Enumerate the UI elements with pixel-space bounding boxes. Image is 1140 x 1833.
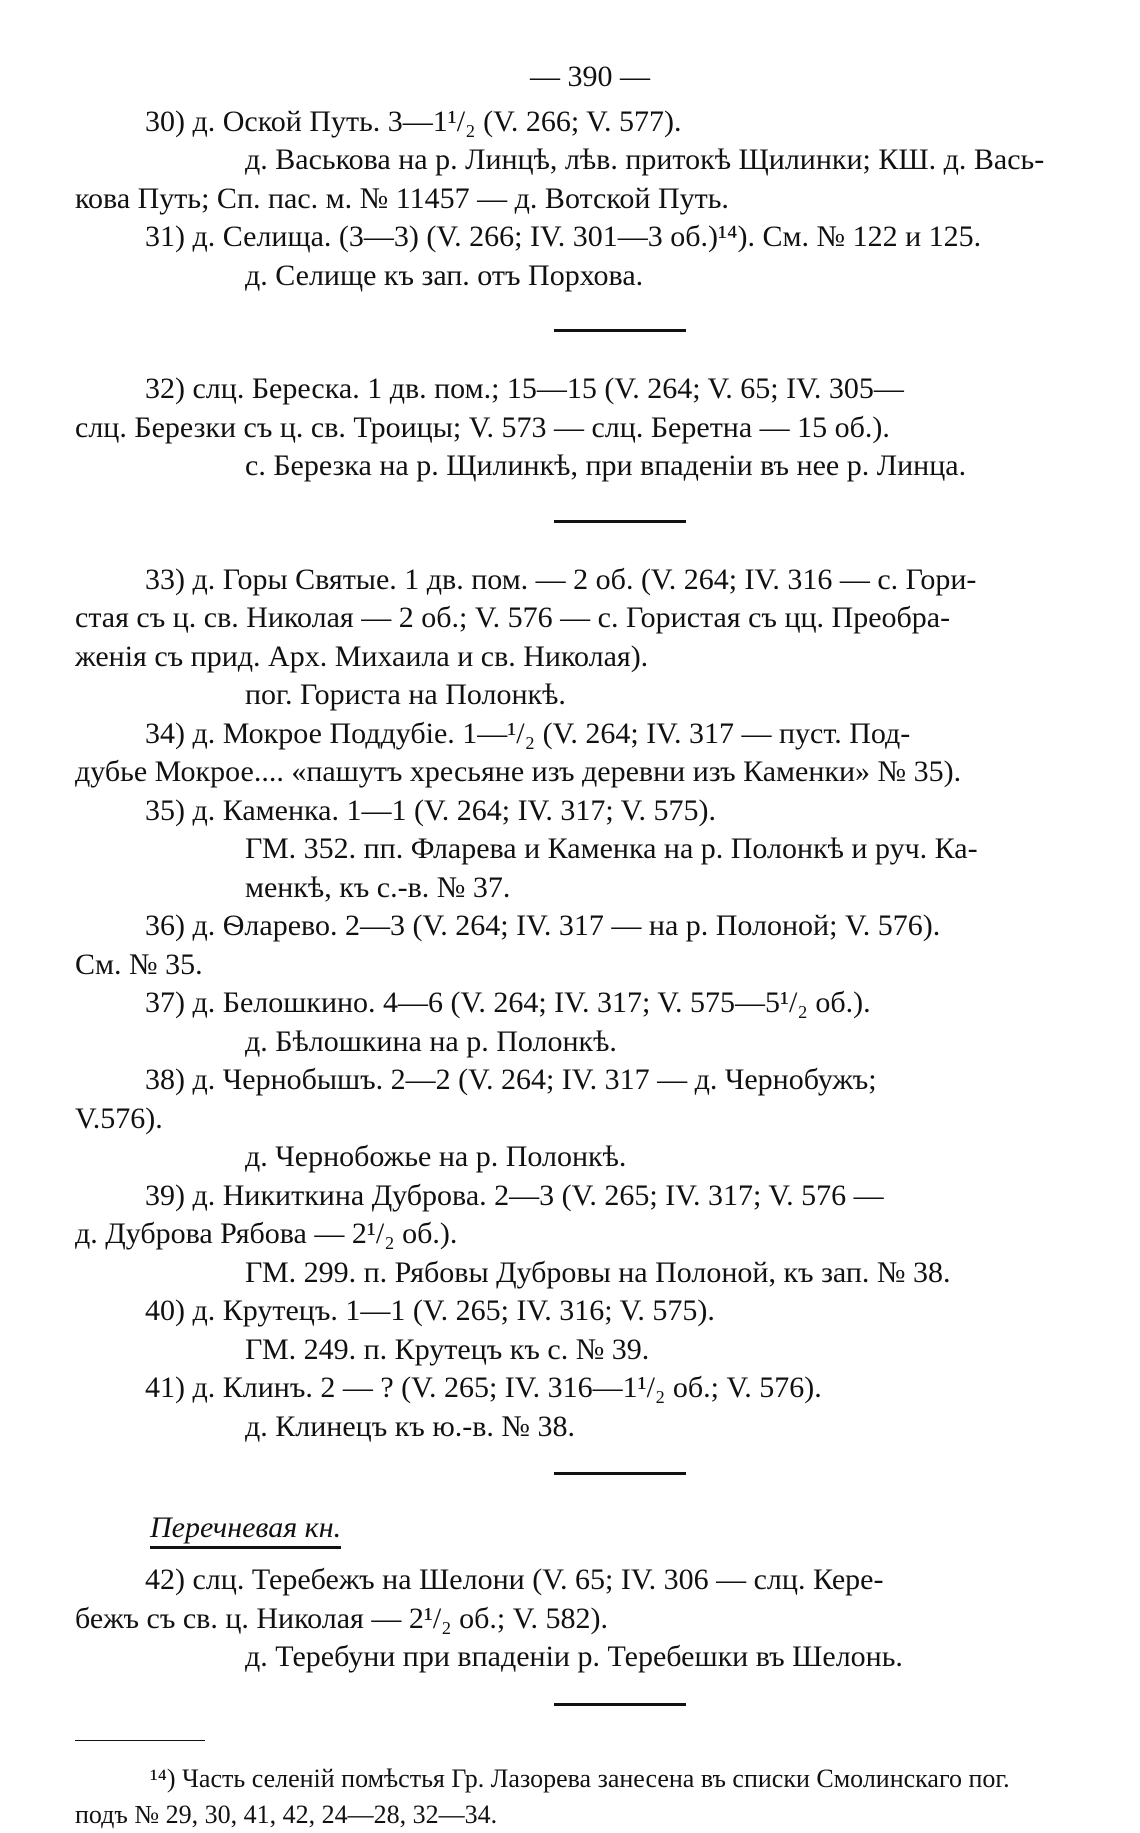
entry-line: 36) д. Ѳларево. 2—3 (V. 264; IV. 317 — на р. Полоной; V. 576). — [145, 909, 941, 942]
entry-line: 38) д. Чернобышъ. 2—2 (V. 264; IV. 317 — д. Чернобужъ; — [145, 1063, 877, 1096]
entry-31 — [75, 218, 1065, 295]
entry-line: 35) д. Каменка. 1—1 (V. 264; IV. 317; V. 575). — [145, 793, 716, 827]
entry-line: ГМ. 299. п. Рябовы Дубровы на Полоной, къ зап. № 38. — [245, 1255, 951, 1289]
entry-line: менкѣ, къ с.-в. № 37. — [245, 870, 511, 904]
entry-line: ГМ. 352. пп. Фларева и Каменка на р. Полонкѣ и руч. Ка- — [245, 832, 978, 865]
entry-line: 30) д. Оской Путь. 3—1¹/₂ (V. 266; V. 577). — [145, 104, 682, 138]
entry-39 — [75, 1177, 1065, 1293]
entry-34 — [75, 715, 1065, 792]
entry-32 — [75, 370, 1065, 486]
entry-line: См. № 35. — [75, 947, 203, 981]
entry-line: 34) д. Мокрое Поддубіе. 1—¹/₂ (V. 264; IV. 317 — пуст. Под- — [145, 716, 911, 750]
entry-line: 32) слц. Береска. 1 дв. пом.; 15—15 (V. 264; V. 65; IV. 305— — [145, 372, 904, 405]
entry-line: д. Васькова на р. Линцѣ, лѣв. притокѣ Щилинки; КШ. д. Вась- — [245, 143, 1045, 176]
entry-42 — [75, 1561, 1065, 1677]
entry-line: бежъ съ св. ц. Николая — 2¹/₂ об.; V. 582). — [75, 1601, 609, 1635]
footnote-line: ¹⁴) Часть селеній помѣстья Гр. Лазорева занесена въ списки Смолинскаго пог. — [150, 1763, 1010, 1793]
entry-36 — [75, 907, 1065, 984]
entry-line: ГМ. 249. п. Крутецъ къ с. № 39. — [245, 1332, 650, 1366]
entry-line: д. Клинецъ къ ю.-в. № 38. — [245, 1409, 576, 1443]
entry-line: 31) д. Селища. (3—3) (V. 266; IV. 301—3 об.)¹⁴). См. № 122 и 125. — [145, 220, 982, 253]
section-divider — [554, 1703, 686, 1706]
entry-line: 40) д. Крутецъ. 1—1 (V. 265; IV. 316; V. 575). — [145, 1294, 715, 1327]
entry-38 — [75, 1061, 1065, 1177]
entry-line: д. Дуброва Рябова — 2¹/₂ об.). — [75, 1217, 458, 1250]
entry-33 — [75, 561, 1065, 715]
entry-line: д. Бѣлошкина на р. Полонкѣ. — [245, 1024, 617, 1058]
footnote — [75, 1761, 1065, 1833]
entry-line: д. Селище къ зап. отъ Порхова. — [245, 258, 644, 292]
entry-line: д. Теребуни при впаденіи р. Теребешки въ Шелонь. — [245, 1640, 903, 1673]
entry-line: стая съ ц. св. Николая — 2 об.; V. 576 — с. Гористая съ цц. Преобра- — [75, 601, 951, 634]
entry-line: 41) д. Клинъ. 2 — ? (V. 265; IV. 316—1¹/₂ об.; V. 576). — [145, 1371, 822, 1404]
entry-30 — [75, 103, 1065, 219]
entry-line: женія съ прид. Арх. Михаила и св. Николая). — [75, 639, 649, 673]
entry-line: пог. Гориста на Полонкѣ. — [245, 678, 566, 711]
entry-line: V.576). — [75, 1101, 163, 1135]
section-divider — [554, 1472, 686, 1475]
entry-line: д. Чернобожье на р. Полонкѣ. — [245, 1140, 627, 1173]
entry-line: с. Березка на р. Щилинкѣ, при впаденіи въ нее р. Линца. — [245, 449, 967, 482]
page-number: — 390 — — [530, 60, 650, 93]
section-title: Перечневая кн. — [150, 1513, 341, 1549]
entry-40 — [75, 1292, 1065, 1369]
entry-35 — [75, 792, 1065, 908]
entry-line: 42) слц. Теребежъ на Шелони (V. 65; IV. 306 — слц. Кере- — [145, 1563, 884, 1596]
section-divider — [554, 520, 686, 523]
footnote-line: подъ № 29, 30, 41, 42, 24—28, 32—34. — [75, 1799, 498, 1829]
footnote-divider — [75, 1740, 205, 1741]
entry-line: 37) д. Белошкино. 4—6 (V. 264; IV. 317; V. 575—5¹/₂ об.). — [145, 986, 871, 1019]
entry-line: кова Путь; Сп. пас. м. № 11457 — д. Вотской Путь. — [75, 181, 729, 215]
entry-41 — [75, 1369, 1065, 1446]
entry-line: слц. Березки съ ц. св. Троицы; V. 573 — слц. Беретна — 15 об.). — [75, 410, 890, 444]
entry-line: 39) д. Никиткина Дуброва. 2—3 (V. 265; IV. 317; V. 576 — — [145, 1178, 884, 1212]
entry-line: 33) д. Горы Святые. 1 дв. пом. — 2 об. (V. 264; IV. 316 — с. Гори- — [145, 562, 977, 596]
document-page — [75, 58, 1065, 1833]
entry-37 — [75, 984, 1065, 1061]
entry-line: дубье Мокрое.... «пашутъ хресьяне изъ деревни изъ Каменки» № 35). — [75, 755, 962, 788]
section-divider — [554, 329, 686, 332]
